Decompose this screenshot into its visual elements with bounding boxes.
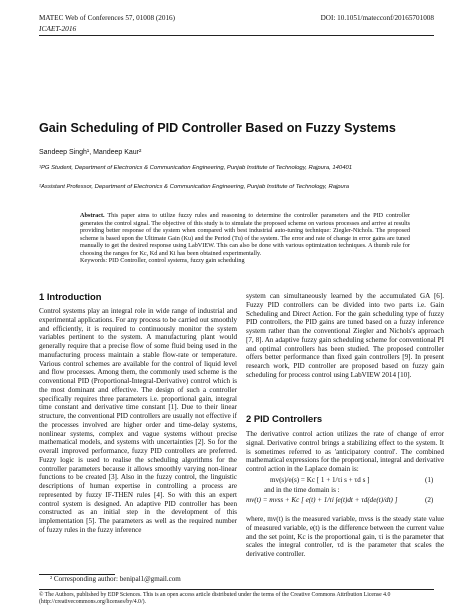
license-notice: © The Authors, published by EDP Sciences. This is an open access article distributed under the terms of the Creative Commons Attribution License 4.0 (http://creativecommons.org/licenses/by/4.0/). — [39, 592, 391, 605]
introduction-text: Control systems play an integral role in wide range of industrial and experimental applications. For any process to be carried out smoothly and efficiently, it is required to continuously monitor the system variables pertinent to the system. A manufacturing plant would generally require that a precise flow of some fluid being used in the manufacturing process maintain a stable flow-rate or temperature. Various control schemes are available for the control of liquid level and flow processes. Among them, the commonly used scheme is the conventional PID (Proportional-Integral-Derivative) control which is the most dominant and effective. The design of such a controller specifically requires three parameters i.e. proportional gain, integral time constant and derivative time constant [1]. Due to their linear structure, the conventional PID controllers are usually not effective if the processes involved are higher order and time-delay systems, nonlinear systems, complex and vague systems without precise mathematical models, and systems with uncertainties [2]. So for the overall improved performance, fuzzy PID controllers are preferred. Fuzzy logic is used to realise the scheduling algorithms for the controller parameters because it allows smoothly varying non-linear functions to be created [3]. Also in the fuzzy control, the linguistic descriptions of human expertise in controlling a process are represented by fuzzy IF-THEN rules [4]. So with this an expert control system is designed. An adaptive PID controller has been constructed as an initial step in the development of this implementation [5]. The parameters as well as the required number of fuzzy rules in the fuzzy inference — [39, 307, 237, 534]
equation-2: mv(t) = mvss + Kc [ e(t) + 1/τi ∫e(t)dt + τd(de(t)/dt) ] — [246, 496, 398, 504]
right-column-text-1: system can simultaneously learned by the accumulated GA [6]. Fuzzy PID controllers can be divided into two parts i.e. Gain Scheduling and Direct Action. For the gain scheduling type of fuzzy PID controllers, the PID gains are tuned based on a fuzzy inference system rather than the conventional Ziegler and Nichols's approach [7, 8]. An adaptive fuzzy gain scheduling scheme for conventional PI and optimal controllers has been studied. The proposed controller offers better performance than fixed gain controllers [9]. In present research work, PID controller are proposed based on fuzzy gain scheduling for process control using LabVIEW 2014 [10]. — [246, 292, 444, 379]
section-heading-introduction: 1 Introduction — [39, 291, 102, 302]
affiliation-1: ¹PG Student, Department of Electronics & Communication Engineering, Punjab Institute of Technology, Rajpura, 140401 — [39, 165, 353, 171]
license-rule — [39, 589, 434, 590]
affiliation-2: ²Assistant Professor, Department of Electronics & Communication Engineering, Punjab Institute of Technology, Rajpura — [39, 184, 350, 190]
equation-1-number: (1) — [425, 476, 434, 484]
footnote: ² Corresponding author: benipal1@gmail.com — [50, 575, 181, 583]
conference-name: ICAET-2016 — [39, 24, 77, 33]
authors: Sandeep Singh¹, Mandeep Kaur² — [39, 149, 142, 156]
right-column-text-3: where, mv(t) is the measured variable, mvss is the steady state value of measured variable, e(t) is the difference between the current value and the set point, Kc is the proportional gain, τi is the parameter that scales the integral controller, τd is the parameter that scales the derivative controller. — [246, 515, 444, 558]
abstract — [80, 212, 410, 265]
equation-1: mv(s)/e(s) = Kc [ 1 + 1/τi s + τd s ] — [270, 476, 370, 484]
abstract-label: Abstract. — [80, 212, 105, 219]
paper-title: Gain Scheduling of PID Controller Based on Fuzzy Systems — [39, 121, 396, 135]
time-domain-intro: and in the time domain is : — [264, 486, 340, 494]
doi[interactable]: DOI: 10.1051/matecconf/20165701008 — [320, 14, 434, 22]
keywords: Keywords: PID Controller, control systems, fuzzy gain scheduling — [80, 257, 245, 264]
header-rule — [39, 35, 434, 36]
section-heading-pid: 2 PID Controllers — [246, 413, 323, 424]
journal-reference: MATEC Web of Conferences 57, 01008 (2016) — [39, 14, 176, 22]
abstract-text: This paper aims to utilize fuzzy rules and reasoning to determine the controller parameters and the PID controller generates the control signal. The objective of this study is to simulate the proposed scheme on various processes and arrive at results providing better response of the system when compared with best industrial auto-tuning technique: Ziegler-Nichols. The proposed scheme is based upon the Ultimate Gain (Ku) and the Period (Tu) of the system. The error and rate of change in error gains are tuned manually to get the desired response using LabVIEW. This can also be done with various optimization techniques. A thumb rule for choosing the ranges for Kc, Kd and Ki has been obtained experimentally. — [80, 212, 411, 257]
right-column-text-2: The derivative control action utilizes the rate of change of error signal. Derivative control brings a stabilizing effect to the system. It is sometimes referred to as 'anticipatory control'. The combined mathematical expressions for the proportional, integral and derivative control action in the Laplace domain is: — [246, 430, 444, 473]
equation-2-number: (2) — [425, 496, 434, 504]
